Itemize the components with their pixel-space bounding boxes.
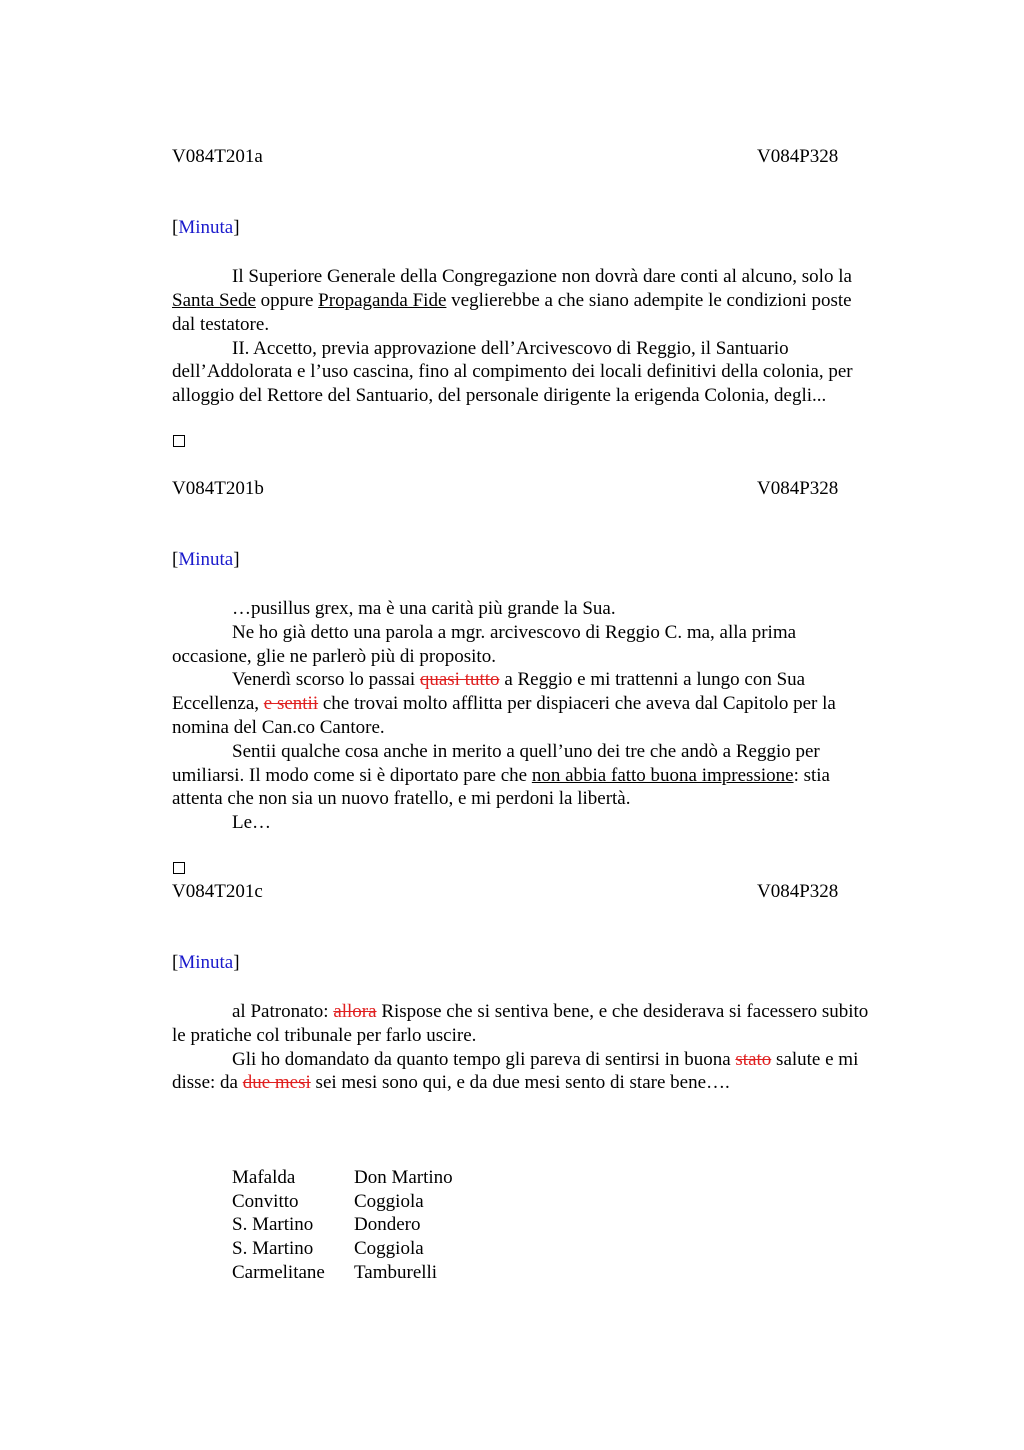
paragraph-line	[232, 337, 789, 361]
section-c-minuta-heading	[172, 952, 240, 974]
paragraph-line	[232, 621, 796, 645]
text-segment: veglierebbe a che siano adempite le condizioni poste	[446, 290, 852, 311]
text-segment: che trovai molto afflitta per dispiaceri che aveva dal Capitolo per la	[318, 693, 836, 714]
bracket-close: ]	[233, 217, 240, 238]
paragraph-line	[172, 692, 836, 716]
text-segment: II. Accetto, previa approvazione dell’Arcivescovo di Reggio, il Santuario	[232, 338, 789, 359]
text-segment: Eccellenza,	[172, 693, 264, 714]
text-segment: Le…	[232, 812, 272, 833]
section-a-code-left: V084T201a	[172, 146, 263, 167]
text-segment: salute e mi	[771, 1049, 859, 1070]
checkbox-square-icon	[173, 862, 185, 874]
bracket-open: [	[172, 217, 179, 238]
text-segment: Il Superiore Generale della Congregazione non dovrà dare conti al alcuno, solo la	[232, 266, 852, 287]
section-a-minuta-heading	[172, 217, 240, 239]
text-segment: Rispose che si sentiva bene, e che desiderava si facessero subito	[376, 1001, 869, 1022]
text-segment: Gli ho domandato da quanto tempo gli pareva di sentirsi in buona	[232, 1049, 736, 1070]
bracket-open: [	[172, 549, 179, 570]
paragraph-line	[172, 1024, 476, 1048]
text-segment: : stia	[793, 765, 830, 786]
text-segment: occasione, glie ne parlerò più di proposito.	[172, 646, 496, 667]
paragraph-line	[232, 597, 616, 621]
text-segment: le pratiche col tribunale per farlo uscire.	[172, 1025, 477, 1046]
paragraph-line	[232, 811, 271, 835]
table-cell-person: Coggiola	[354, 1238, 424, 1259]
text-segment: umiliarsi. Il modo come si è diportato pare che	[172, 765, 532, 786]
paragraph-line	[172, 645, 496, 669]
deleted-text: e sentii	[263, 693, 319, 714]
section-c-code-right: V084P328	[757, 881, 839, 902]
deleted-text: allora	[333, 1001, 377, 1022]
paragraph-line	[172, 787, 631, 811]
deleted-text: quasi tutto	[419, 669, 500, 690]
section-b-code-left: V084T201b	[172, 478, 264, 499]
paragraph-line	[172, 289, 852, 313]
bracket-close: ]	[233, 549, 240, 570]
text-segment: oppure	[255, 290, 319, 311]
section-a-code-right: V084P328	[757, 146, 839, 167]
paragraph-line	[172, 716, 385, 740]
table-cell-place: S. Martino	[232, 1238, 314, 1259]
table-cell-place: Mafalda	[232, 1167, 296, 1188]
paragraph-line	[232, 740, 820, 764]
deleted-text: stato	[735, 1049, 772, 1070]
paragraph-line	[172, 384, 826, 408]
paragraph-line	[172, 360, 853, 384]
paragraph-line	[172, 764, 830, 788]
table-cell-person: Dondero	[354, 1214, 421, 1235]
underlined-text: Santa Sede	[172, 290, 256, 311]
paragraph-line	[232, 265, 852, 289]
table-cell-place: S. Martino	[232, 1214, 314, 1235]
text-segment: al Patronato:	[232, 1001, 334, 1022]
text-segment: …pusillus grex, ma è una carità più grande la Sua.	[232, 598, 616, 619]
table-cell-person: Don Martino	[354, 1167, 453, 1188]
deleted-text: due mesi	[242, 1072, 311, 1093]
text-segment: Venerdì scorso lo passai	[232, 669, 420, 690]
minuta-label: Minuta	[178, 952, 234, 973]
paragraph-line	[232, 668, 805, 692]
table-cell-place: Convitto	[232, 1191, 299, 1212]
table-cell-place: Carmelitane	[232, 1262, 325, 1283]
text-segment: alloggio del Rettore del Santuario, del personale dirigente la erigenda Colonia, degli...	[172, 385, 827, 406]
paragraph-line	[172, 313, 269, 337]
bracket-close: ]	[233, 952, 240, 973]
table-cell-person: Tamburelli	[354, 1262, 438, 1283]
text-segment: Sentii qualche cosa anche in merito a quell’uno dei tre che andò a Reggio per	[232, 741, 820, 762]
minuta-label: Minuta	[178, 217, 234, 238]
text-segment: sei mesi sono qui, e da due mesi sento di stare bene….	[310, 1072, 730, 1093]
underlined-text: Propaganda Fide	[318, 290, 447, 311]
paragraph-line	[232, 1000, 868, 1024]
text-segment: dell’Addolorata e l’uso cascina, fino al compimento dei locali definitivi della colonia, per	[172, 361, 853, 382]
underlined-text: non abbia fatto buona impressione	[531, 765, 794, 786]
section-b-minuta-heading	[172, 549, 240, 571]
paragraph-line	[232, 1048, 858, 1072]
text-segment: nomina del Can.co Cantore.	[172, 717, 385, 738]
text-segment: a Reggio e mi trattenni a lungo con Sua	[499, 669, 806, 690]
text-segment: attenta che non sia un nuovo fratello, e mi perdoni la libertà.	[172, 788, 631, 809]
checkbox-square-icon	[173, 435, 185, 447]
table-cell-person: Coggiola	[354, 1191, 424, 1212]
paragraph-line	[172, 1071, 730, 1095]
section-b-code-right: V084P328	[757, 478, 839, 499]
minuta-label: Minuta	[178, 549, 234, 570]
text-segment: Ne ho già detto una parola a mgr. arcivescovo di Reggio C. ma, alla prima	[232, 622, 797, 643]
section-c-code-left: V084T201c	[172, 881, 263, 902]
text-segment: dal testatore.	[172, 314, 270, 335]
text-segment: disse: da	[172, 1072, 243, 1093]
bracket-open: [	[172, 952, 179, 973]
